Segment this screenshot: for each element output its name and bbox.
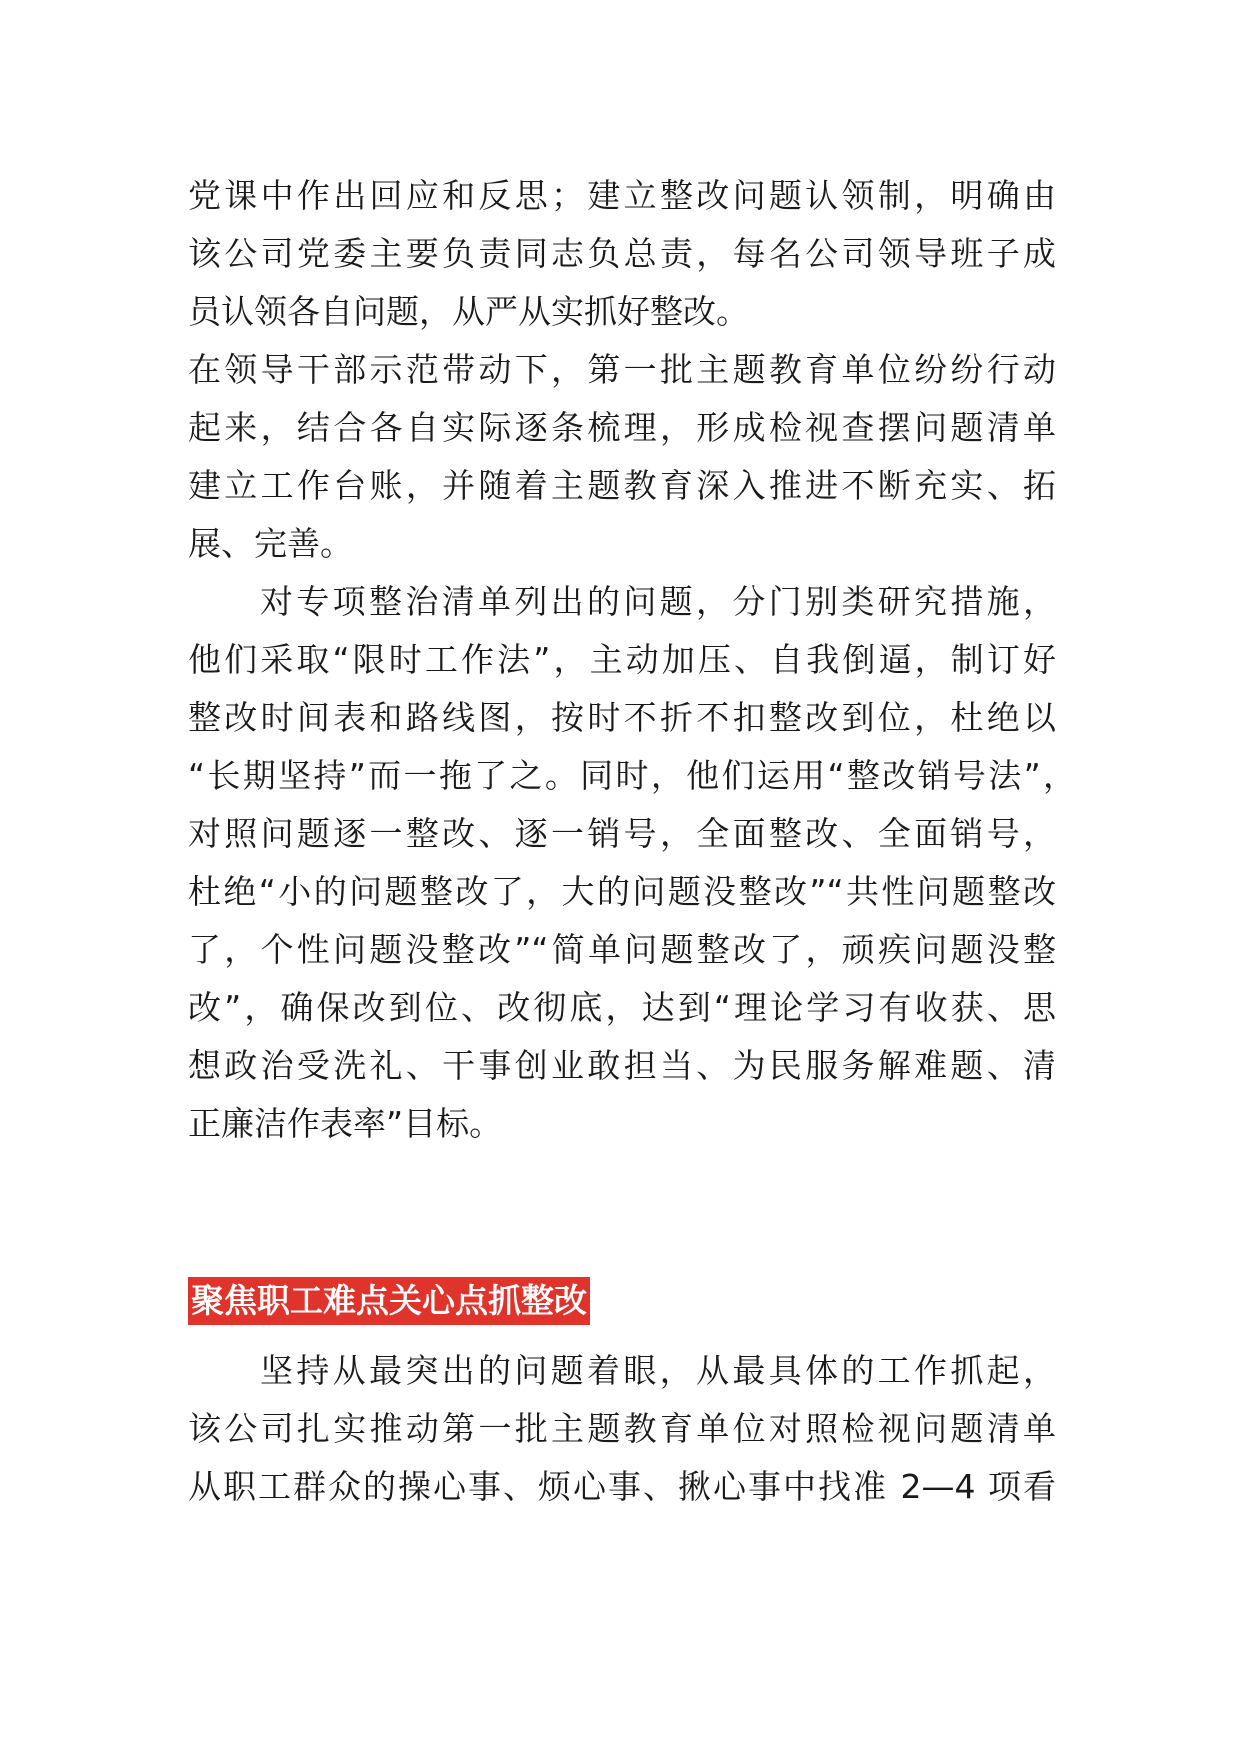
body-line: 在领导干部示范带动下，第一批主题教育单位纷纷行动 xyxy=(188,350,1056,389)
body-line: 杜绝“小的问题整改了，大的问题没整改”“共性问题整改 xyxy=(188,872,1056,911)
body-line: 展、完善。 xyxy=(188,524,353,563)
body-line: 正廉洁作表率”目标。 xyxy=(188,1104,503,1143)
section-heading: 聚焦职工难点关心点抓整改 xyxy=(188,1277,590,1325)
body-line: 党课中作出回应和反思；建立整改问题认领制，明确由 xyxy=(188,176,1056,215)
body-line: 建立工作台账，并随着主题教育深入推进不断充实、拓 xyxy=(188,466,1056,505)
body-line: 该公司扎实推动第一批主题教育单位对照检视问题清单 xyxy=(188,1409,1056,1448)
body-line: 了，个性问题没整改”“简单问题整改了，顽疾问题没整 xyxy=(188,930,1056,969)
body-line: 改”，确保改到位、改彻底，达到“理论学习有收获、思 xyxy=(188,988,1056,1027)
body-line: “长期坚持”而一拖了之。同时，他们运用“整改销号法”， xyxy=(188,756,1076,795)
body-line: 对专项整治清单列出的问题，分门别类研究措施， xyxy=(260,582,1056,621)
body-line: 整改时间表和路线图，按时不折不扣整改到位，杜绝以 xyxy=(188,698,1056,737)
body-line: 想政治受洗礼、干事创业敢担当、为民服务解难题、清 xyxy=(188,1046,1056,1085)
body-line: 起来，结合各自实际逐条梳理，形成检视查摆问题清单 xyxy=(188,408,1056,447)
body-line: 员认领各自问题，从严从实抓好整改。 xyxy=(188,292,749,331)
body-line: 坚持从最突出的问题着眼，从最具体的工作抓起， xyxy=(260,1351,1056,1390)
body-line: 对照问题逐一整改、逐一销号，全面整改、全面销号， xyxy=(188,814,1056,853)
body-line: 他们采取“限时工作法”，主动加压、自我倒逼，制订好 xyxy=(188,640,1056,679)
body-line: 该公司党委主要负责同志负总责，每名公司领导班子成 xyxy=(188,234,1056,273)
body-line: 从职工群众的操心事、烦心事、揪心事中找准 2—4 项看 xyxy=(188,1467,1056,1506)
